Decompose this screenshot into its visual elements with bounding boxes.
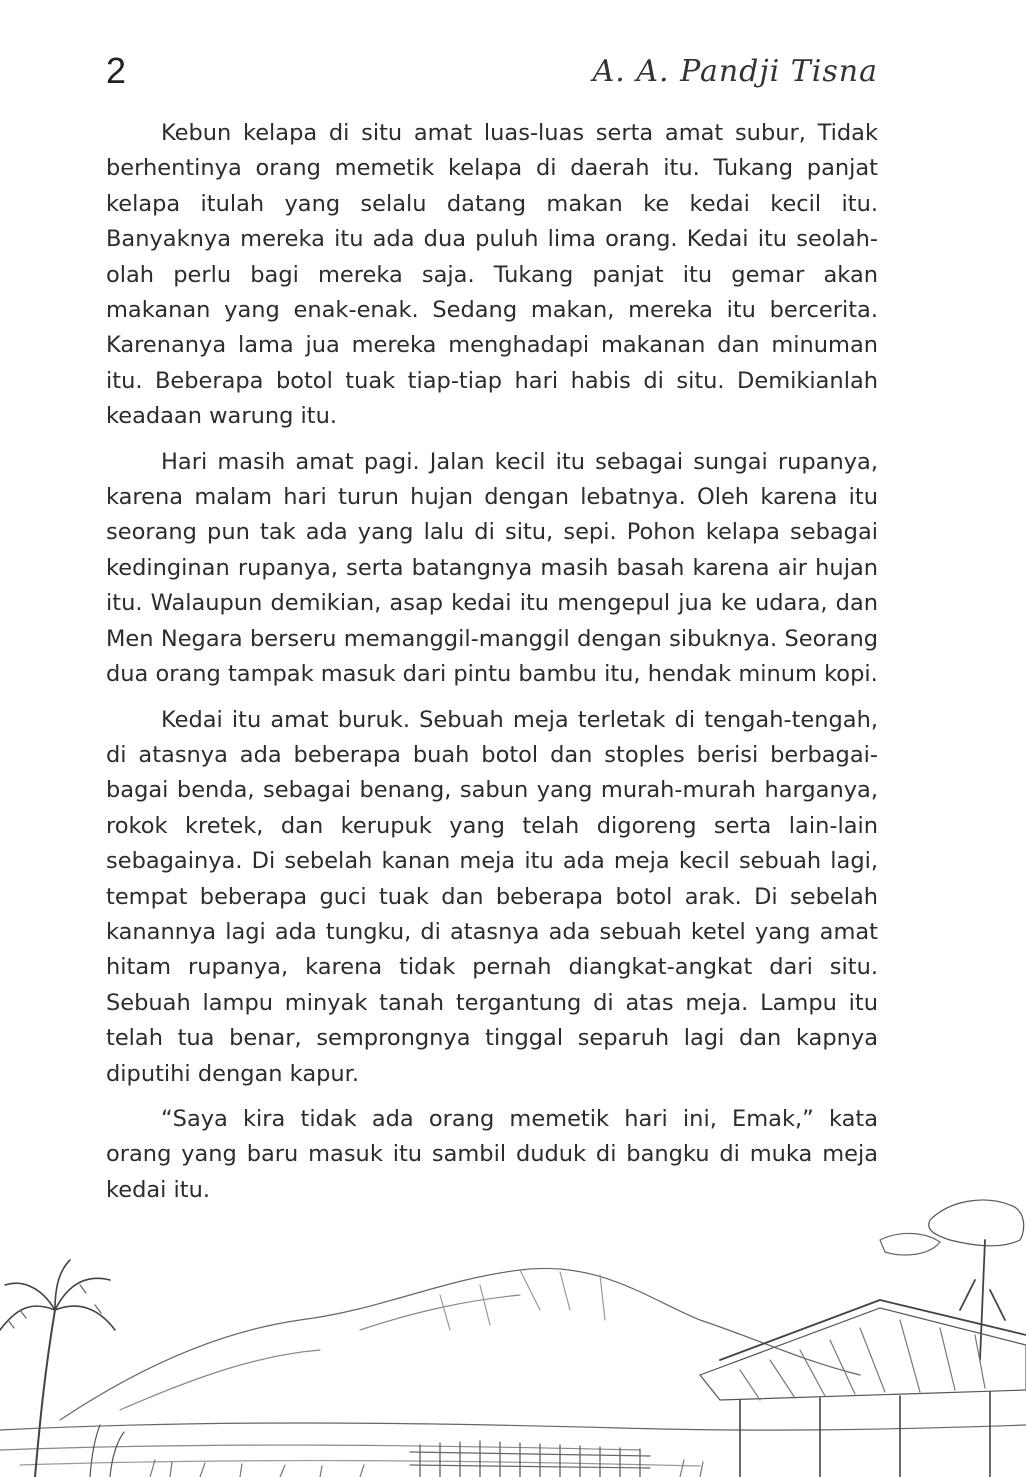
paragraph-1: Kebun kelapa di situ amat luas-luas serta amat subur, Tidak berhentinya orang memetik kelapa di daerah itu. Tukang panjat kelapa itulah yang selalu datang makan ke kedai kecil itu. Banyaknya mereka itu ada dua puluh lima orang. Kedai itu seolah-olah perlu bagi mereka saja. Tukang panjat itu gemar akan makanan yang enak-enak. Sedang makan, mereka itu bercerita. Karenanya lama jua mereka menghadapi makanan dan minuman itu. Beberapa botol tuak tiap-tiap hari habis di situ. Demikianlah keadaan warung itu. <box>106 120 878 430</box>
paragraph-4: “Saya kira tidak ada orang memetik hari ini, Emak,” kata orang yang baru masuk itu sambil duduk di bangku di muka meja kedai itu. <box>106 1105 878 1203</box>
paragraph-2: Hari masih amat pagi. Jalan kecil itu sebagai sungai rupanya, karena malam hari turun hujan dengan lebatnya. Oleh karena itu seorang pun tak ada yang lalu di situ, sepi. Pohon kelapa sebagai kedinginan rupanya, serta batangnya masih basah karena air hujan itu. Walaupun demikian, asap kedai itu mengepul jua ke udara, dan Men Negara berseru memanggil-manggil dengan sibuknya. Seorang dua orang tampak masuk dari pintu bambu itu, hendak minum kopi. <box>106 448 878 688</box>
village-landscape-illustration <box>0 1160 1026 1477</box>
body-text <box>106 116 878 1218</box>
page-number: 2 <box>106 50 127 91</box>
running-head-author: A. A. Pandji Tisna <box>592 54 878 89</box>
paragraph-3: Kedai itu amat buruk. Sebuah meja terletak di tengah-tengah, di atasnya ada beberapa buah botol dan stoples berisi berbagai-bagai benda, sebagai benang, sabun yang murah-murah harganya, rokok kretek, dan kerupuk yang telah digoreng serta lain-lain sebagainya. Di sebelah kanan meja itu ada meja kecil sebuah lagi, tempat beberapa guci tuak dan beberapa botol arak. Di sebelah kanannya lagi ada tungku, di atasnya ada sebuah ketel yang amat hitam rupanya, karena tidak pernah diangkat-angkat dari situ. Sebuah lampu minyak tanah tergantung di atas meja. Lampu itu telah tua benar, semprongnya tinggal separuh lagi dan kapnya diputihi dengan kapur. <box>106 706 878 1087</box>
